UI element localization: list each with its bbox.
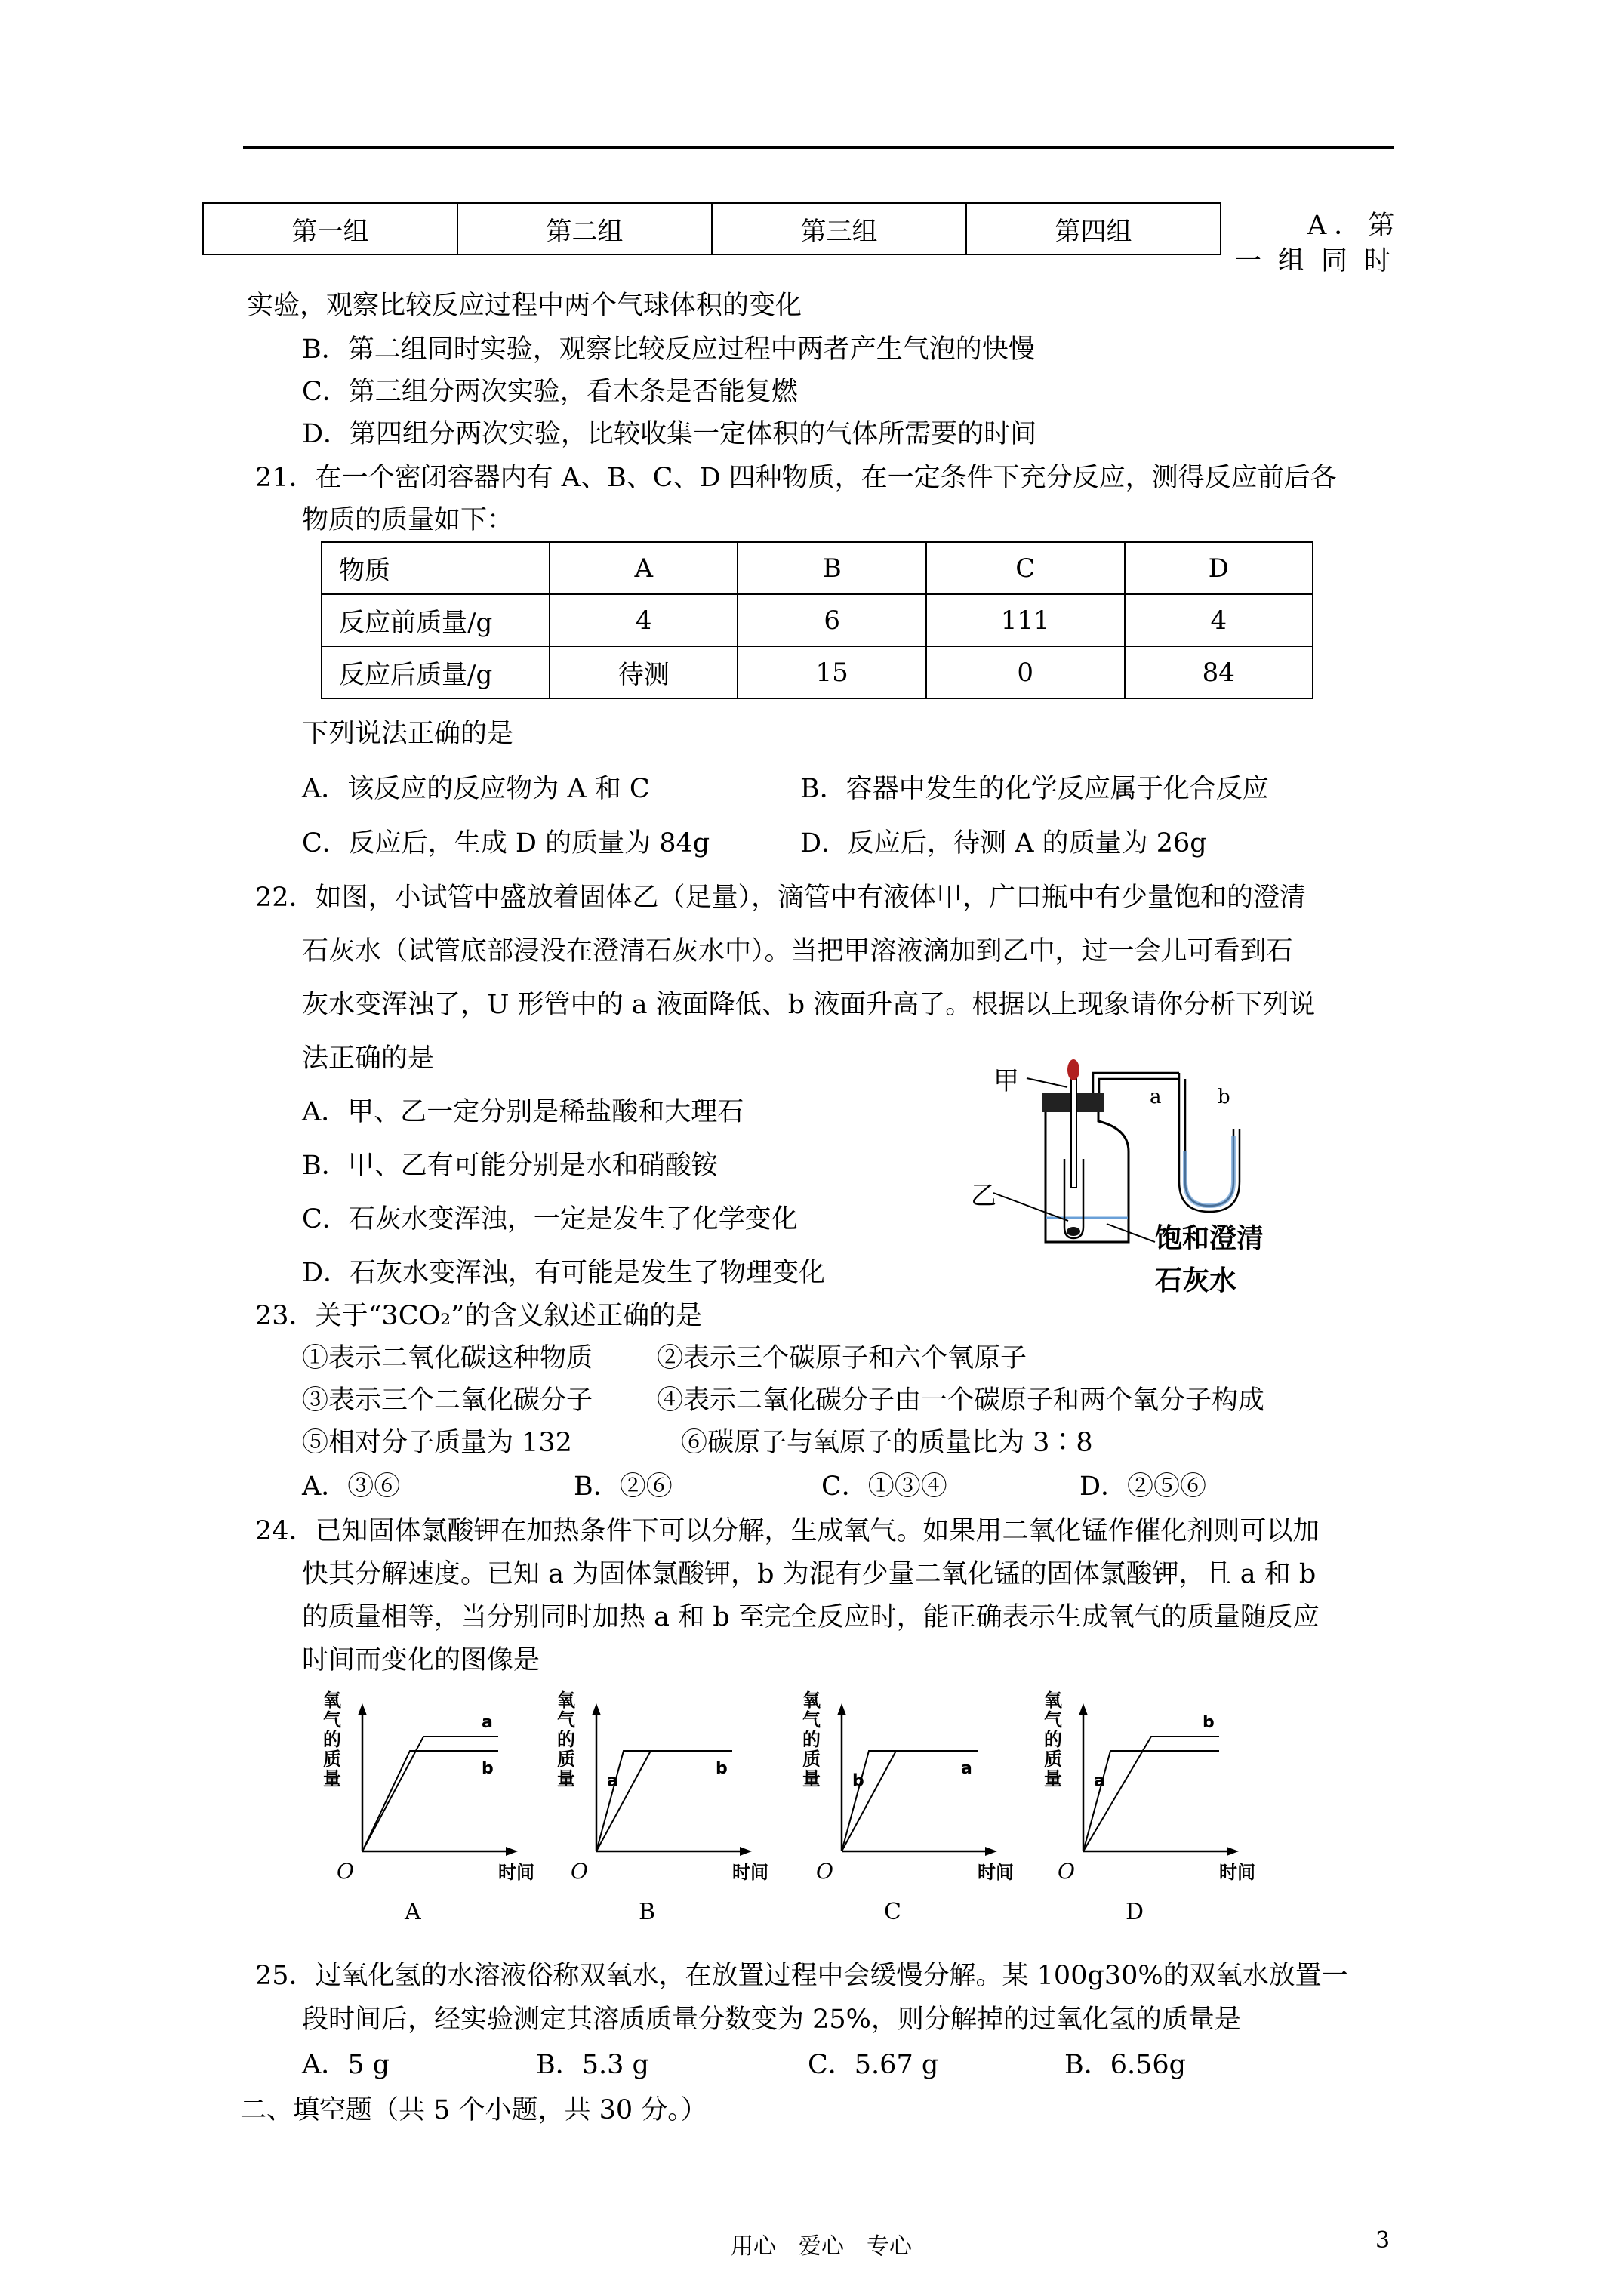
panel-label: C [884,1899,901,1925]
origin-label: O [1058,1859,1075,1884]
q20-group-2: 第二组 [457,203,712,254]
y-axis-label-char: 质 [802,1749,821,1770]
q22-option-b: B．甲、乙有可能分别是水和硝酸铵 [302,1151,718,1181]
y-axis-label-char: 的 [802,1729,821,1750]
q21-row-after-b: 15 [738,646,925,698]
panel-label: A [405,1899,421,1925]
q20-option-c: C．第三组分两次实验，看木条是否能复燃 [302,377,798,407]
origin-label: O [337,1859,354,1884]
q24-stem-2: 快其分解速度。已知 a 为固体氯酸钾，b 为混有少量二氧化锰的固体氯酸钾，且 a 和 b [302,1559,1317,1589]
header-rule [243,146,1394,149]
x-axis-arrow [506,1847,518,1856]
q23-opt-3: ③表示三个二氧化碳分子 [302,1385,593,1416]
q24-chart-B [536,1684,768,1925]
y-axis-label-char: 气 [1044,1709,1062,1730]
y-axis-label-char: 氧 [557,1690,575,1711]
q21-mass-table [321,541,1313,699]
q22-stem-4: 法正确的是 [302,1043,435,1074]
q23-answer-b: B．②⑥ [574,1472,673,1502]
series-label-b: b [852,1771,864,1791]
q21-row-before-b: 6 [738,594,925,646]
y-axis-label-char: 量 [557,1768,575,1789]
q22-option-c: C．石灰水变浑浊，一定是发生了化学变化 [302,1204,798,1234]
q25-answer-c: C．5.67 g [808,2050,939,2080]
y-axis-arrow [1079,1703,1088,1715]
q21-row-after-a: 待测 [550,646,738,698]
series-line-b [596,1751,732,1851]
q25-answer-d: B．6.56g [1064,2050,1187,2080]
series-line-a [842,1751,978,1851]
q21-option-d: D．反应后，待测 A 的质量为 26g [800,828,1207,858]
q21-row-after-d: 84 [1125,646,1313,698]
y-axis-arrow [592,1703,601,1715]
q22-caption-2: 石灰水 [1155,1265,1237,1296]
y-axis-label-char: 氧 [323,1690,341,1711]
q23-answer-d: D．②⑤⑥ [1079,1472,1207,1502]
q25-answer-a: A．5 g [302,2050,390,2080]
y-axis-arrow [837,1703,846,1715]
q21-header-d: D [1125,542,1313,594]
series-line-a [1083,1751,1219,1851]
q25-answer-b: B．5.3 g [536,2050,649,2080]
q21-stem-2: 物质的质量如下： [302,505,514,535]
series-line-a [362,1737,498,1851]
q24-chart-D [1023,1684,1255,1925]
x-axis-arrow [740,1847,752,1856]
q21-row-before-label: 反应前质量/g [322,594,550,646]
q21-row-before-d: 4 [1125,594,1313,646]
q22-label-a: a [1150,1086,1162,1108]
x-axis-label: 时间 [1219,1862,1255,1883]
y-axis-label-char: 质 [557,1749,575,1770]
q21-row-before-a: 4 [550,594,738,646]
q21-header-b: B [738,542,925,594]
panel-label: D [1126,1899,1144,1925]
q23-opt-5: ⑤相对分子质量为 132 [302,1428,572,1458]
q20-group-3: 第三组 [712,203,966,254]
x-axis-label: 时间 [498,1862,534,1883]
q20-option-a-wrap: 一组同时 [1235,246,1408,276]
q23-opt-4: ④表示二氧化碳分子由一个碳原子和两个氧分子构成 [657,1385,1265,1416]
x-axis-arrow [985,1847,997,1856]
series-label-b: b [1203,1713,1215,1732]
delivery-tube [1093,1073,1179,1093]
origin-label: O [816,1859,833,1884]
y-axis-label-char: 的 [323,1729,341,1750]
q23-opt-6: ⑥碳原子与氧原子的质量比为 3∶8 [681,1428,1093,1458]
series-label-b: b [482,1759,494,1778]
series-label-b: b [716,1759,728,1778]
q21-ask: 下列说法正确的是 [302,719,514,749]
q22-stem-3: 灰水变浑浊了，U 形管中的 a 液面降低、b 液面升高了。根据以上现象请你分析下列说 [302,990,1316,1020]
q22-stem-2: 石灰水（试管底部浸没在澄清石灰水中）。当把甲溶液滴加到乙中，过一会儿可看到石 [302,936,1293,966]
q23-answer-a: A．③⑥ [302,1472,401,1502]
y-axis-label-char: 量 [802,1768,821,1789]
q21-option-b: B．容器中发生的化学反应属于化合反应 [800,774,1269,804]
q25-stem-2: 段时间后，经实验测定其溶质质量分数变为 25%，则分解掉的过氧化氢的质量是 [302,2005,1241,2035]
q20-option-b: B．第二组同时实验，观察比较反应过程中两者产生气泡的快慢 [302,334,1035,365]
series-line-a [596,1751,732,1851]
q21-header-a: A [550,542,738,594]
x-axis-arrow [1227,1847,1239,1856]
y-axis-label-char: 量 [1044,1768,1062,1789]
q22-stem-1: 22．如图，小试管中盛放着固体乙（足量），滴管中有液体甲，广口瓶中有少量饱和的澄清 [255,883,1307,913]
y-axis-label-char: 气 [323,1709,341,1730]
origin-label: O [571,1859,588,1884]
q22-caption-1: 饱和澄清 [1155,1223,1264,1254]
section-2-title: 二、填空题（共 5 个小题，共 30 分。） [240,2095,707,2125]
q23-answer-c: C．①③④ [821,1472,947,1502]
q25-stem-1: 25．过氧化氢的水溶液俗称双氧水，在放置过程中会缓慢分解。某 100g30%的双氧水放置一 [255,1961,1348,1991]
series-label-a: a [961,1759,972,1778]
y-axis-label-char: 量 [323,1768,341,1789]
y-axis-label-char: 氧 [1044,1690,1062,1711]
q24-chart-C [781,1684,1014,1925]
dropper-tube [1071,1074,1076,1188]
x-axis-label: 时间 [732,1862,768,1883]
series-line-b [842,1751,978,1851]
footer-page-number: 3 [1375,2227,1390,2254]
q24-chart-A [302,1684,534,1925]
q24-charts [302,1684,1329,1933]
q23-stem: 23．关于“3CO₂”的含义叙述正确的是 [255,1301,703,1331]
q22-label-jia: 甲 [993,1066,1019,1096]
q23-opt-1: ①表示二氧化碳这种物质 [302,1343,593,1373]
x-axis-label: 时间 [978,1862,1014,1883]
y-axis-label-char: 气 [557,1709,575,1730]
series-label-a: a [482,1713,493,1732]
y-axis-arrow [358,1703,367,1715]
series-line-b [1083,1737,1219,1851]
q21-header-c: C [926,542,1125,594]
q21-stem-1: 21．在一个密闭容器内有 A、B、C、D 四种物质，在一定条件下充分反应，测得反应前后各 [255,463,1337,493]
q23-opt-2: ②表示三个碳原子和六个氧原子 [657,1343,1027,1373]
q22-option-a: A．甲、乙一定分别是稀盐酸和大理石 [302,1097,744,1127]
q24-stem-3: 的质量相等，当分别同时加热 a 和 b 至完全反应时，能正确表示生成氧气的质量随反应 [302,1602,1320,1632]
bottle-outline [1046,1110,1129,1242]
series-line-b [362,1751,498,1851]
q21-row-after-label: 反应后质量/g [322,646,550,698]
y-axis-label-char: 的 [1044,1729,1062,1750]
q24-stem-1: 24．已知固体氯酸钾在加热条件下可以分解，生成氧气。如果用二氧化锰作催化剂则可以加 [255,1516,1320,1546]
q20-group-1: 第一组 [203,203,457,254]
footer-motto: 用心 爱心 专心 [731,2233,912,2260]
q24-stem-4: 时间而变化的图像是 [302,1645,540,1675]
q22-label-yi: 乙 [971,1181,996,1211]
series-label-a: a [607,1771,618,1791]
q20-option-d: D．第四组分两次实验，比较收集一定体积的气体所需要的时间 [302,419,1037,449]
y-axis-label-char: 气 [802,1709,821,1730]
q22-label-b: b [1218,1086,1230,1108]
panel-label: B [639,1899,656,1925]
q22-option-d: D．石灰水变浑浊，有可能是发生了物理变化 [302,1258,826,1288]
series-label-a: a [1094,1771,1105,1791]
q20-option-a-head: A．第 [1307,211,1403,241]
y-axis-label-char: 的 [557,1729,575,1750]
y-axis-label-char: 质 [323,1749,341,1770]
q20-group-4: 第四组 [966,203,1221,254]
q21-row-before-c: 111 [926,594,1125,646]
q21-header-substance: 物质 [322,542,550,594]
q21-option-c: C．反应后，生成 D 的质量为 84g [302,828,710,858]
q20-groups-table [202,202,1221,255]
q20-option-a-continued: 实验，观察比较反应过程中两个气球体积的变化 [247,291,802,321]
q21-option-a: A．该反应的反应物为 A 和 C [302,774,650,804]
y-axis-label-char: 质 [1044,1749,1062,1770]
y-axis-label-char: 氧 [802,1690,821,1711]
dropper-bulb [1067,1059,1079,1080]
q21-row-after-c: 0 [926,646,1125,698]
